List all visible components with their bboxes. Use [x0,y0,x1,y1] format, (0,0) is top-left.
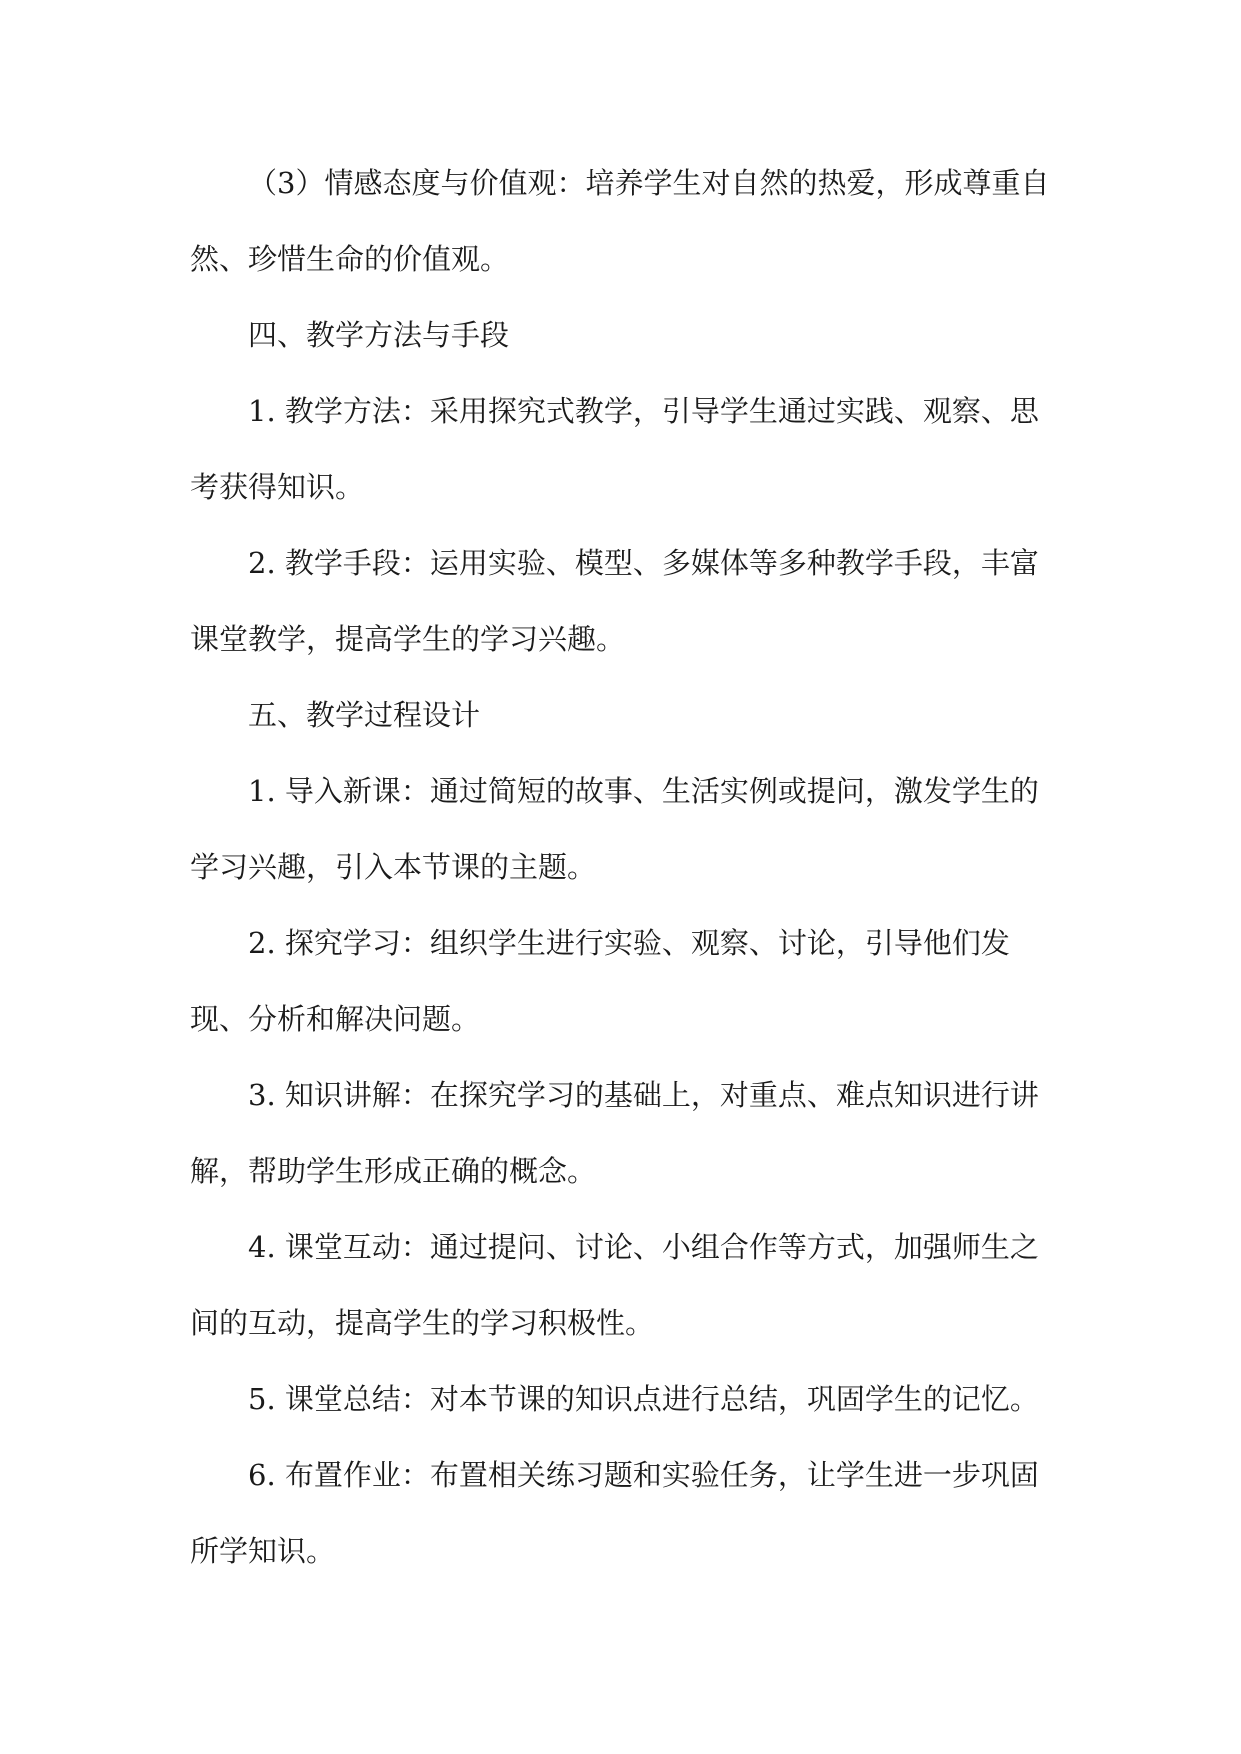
paragraph-class-interaction: 4. 课堂互动：通过提问、讨论、小组合作等方式，加强师生之间的互动，提高学生的学习积极性。 [190,1230,1039,1340]
paragraph-inquiry-learning: 2. 探究学习：组织学生进行实验、观察、讨论，引导他们发现、分析和解决问题。 [190,926,1010,1036]
paragraph-introduce-lesson: 1. 导入新课：通过简短的故事、生活实例或提问，激发学生的学习兴趣，引入本节课的主题。 [190,774,1039,884]
heading-teaching-methods: 四、教学方法与手段 [248,318,510,352]
document-body [190,145,1050,1589]
paragraph-homework: 6. 布置作业：布置相关练习题和实验任务，让学生进一步巩固所学知识。 [190,1458,1039,1568]
heading-teaching-process: 五、教学过程设计 [248,698,481,732]
paragraph-class-summary: 5. 课堂总结：对本节课的知识点进行总结，巩固学生的记忆。 [248,1382,1039,1416]
paragraph-teaching-method: 1. 教学方法：采用探究式教学，引导学生通过实践、观察、思考获得知识。 [190,394,1039,504]
paragraph-teaching-means: 2. 教学手段：运用实验、模型、多媒体等多种教学手段，丰富课堂教学，提高学生的学习兴趣。 [190,546,1039,656]
paragraph-knowledge-explanation: 3. 知识讲解：在探究学习的基础上，对重点、难点知识进行讲解，帮助学生形成正确的概念。 [190,1078,1039,1188]
paragraph-emotional-values: （3）情感态度与价值观：培养学生对自然的热爱，形成尊重自然、珍惜生命的价值观。 [190,166,1050,276]
